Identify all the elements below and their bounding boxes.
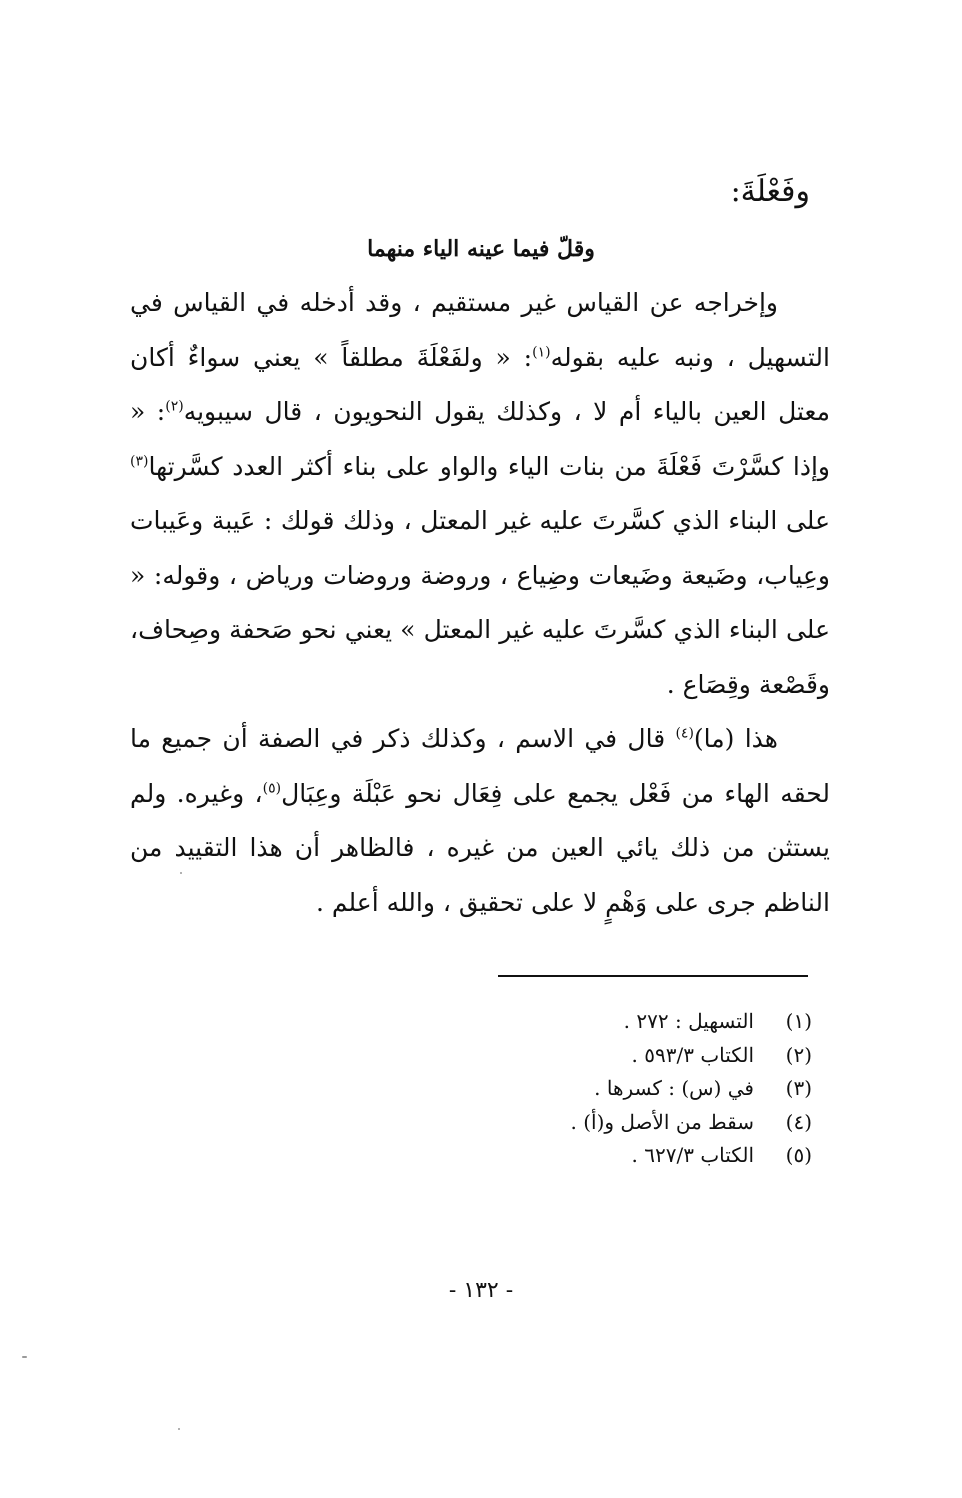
footnote-number: (٥) (785, 1143, 812, 1167)
footnote-number: (٢) (785, 1042, 812, 1067)
section-heading: وفَعْلَةَ: (730, 174, 810, 209)
paragraph-1-part-4: على البناء الذي كسَّرتَ عليه غير المعتل ، وذلك قولك : عَيبة وعَيبات وعِياب، وضَيعة وضَيعات وضِياع ، وروضة وروضات ورياض ، وقوله: « على البناء الذي كسَّرتَ عليه غير المعتل » يعني نحو صَحفة وصِحاف، وقَصْعة وقِصَاع . (130, 506, 830, 699)
footnote-marker-2: (٢) (165, 398, 184, 415)
paragraph-1 (130, 276, 830, 712)
footnote-marker-4: (٤) (675, 725, 694, 742)
footnote-text: الكتاب ٥٩٣/٣ . (631, 1042, 754, 1067)
footnote-text: التسهيل : ٢٧٢ . (623, 1009, 754, 1033)
paragraph-2-part-3: ، وغيره. ولم يستثن من ذلك يائي العين من غيره ، فالظاهر أن هذا التقييد من الناظم جرى على وَهْمٍ لا على تحقيق ، والله أعلم . (130, 778, 830, 917)
scan-speck (180, 872, 182, 874)
footnote-item (571, 1005, 813, 1039)
footnote-marker-5: (٥) (262, 780, 282, 797)
subheading: وقلّ فيما عينه الياء منهما (367, 236, 595, 262)
footnote-text: سقط من الأصل و(أ) . (570, 1109, 754, 1134)
body-text (130, 276, 830, 930)
footnote-item (571, 1039, 813, 1073)
scan-speck (22, 1356, 27, 1358)
footnote-number: (١) (785, 1009, 812, 1033)
paragraph-2-part-1: هذا (ما) (693, 724, 778, 753)
paragraph-2 (130, 712, 830, 930)
paragraph-1-part-3: : « وإذا كسَّرْتَ فَعْلَةَ من بنات الياء والواو على بناء أكثر العدد كسَّرتها (130, 397, 830, 481)
paragraph-1-part-1: وإخراجه عن القياس غير مستقيم ، وقد أدخله في القياس في التسهيل ، ونبه عليه بقوله (130, 288, 830, 372)
footnote-text: في (س) : كسرها . (594, 1076, 754, 1100)
footnote-divider (498, 975, 808, 977)
footnote-item (571, 1072, 813, 1106)
footnote-item (571, 1139, 813, 1173)
page-number: - ١٣٢ - (448, 1278, 514, 1303)
footnote-number: (٣) (785, 1076, 812, 1100)
footnote-marker-3: (٣) (130, 453, 149, 470)
footnote-item (571, 1106, 813, 1140)
footnote-marker-1: (١) (532, 344, 551, 361)
footnote-text: الكتاب ٦٢٧/٣ . (631, 1143, 754, 1167)
scan-speck (178, 1428, 180, 1430)
paragraph-1-part-2: : « ولفَعْلَةَ مطلقاً » يعني سواءٌ أكان معتل العين بالياء أم لا ، وكذلك يقول النحويون ، قال سيبويه (130, 342, 831, 426)
paragraph-2-part-2: قال في الاسم ، وكذلك ذكر في الصفة أن جميع ما لحقه الهاء من فَعْل يجمع على فِعَال نحو عَبْلَة وعِبَال (130, 724, 830, 808)
footnote-number: (٤) (785, 1109, 812, 1134)
footnotes-list (571, 1005, 813, 1173)
